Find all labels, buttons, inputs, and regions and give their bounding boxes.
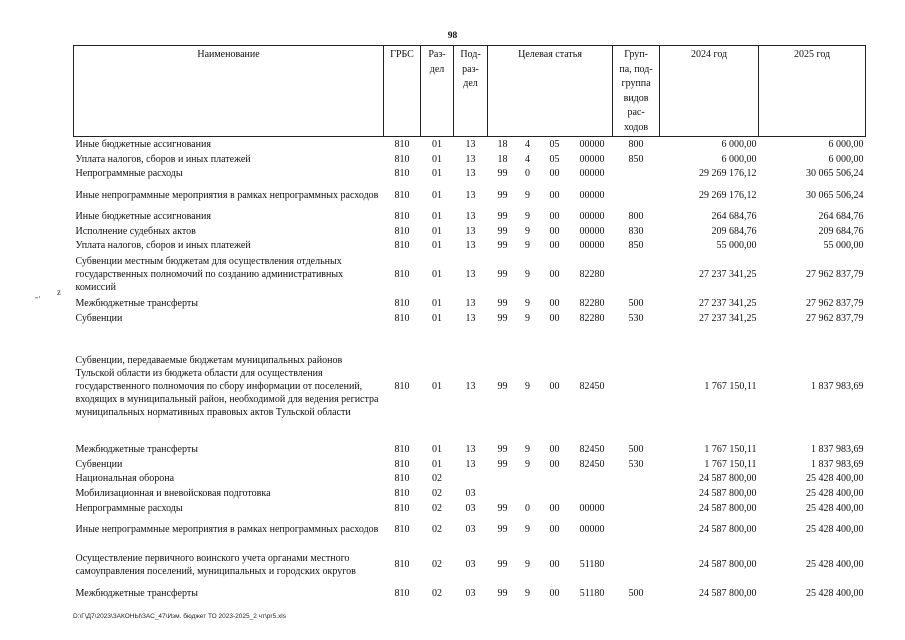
row-target-1: 99 — [497, 210, 508, 222]
header-name: Наименование — [74, 46, 384, 137]
row-razdel: 01 — [432, 153, 442, 165]
row-target-4: 51180 — [579, 559, 605, 571]
row-podrazdel: 03 — [465, 588, 476, 600]
row-grbs: 810 — [394, 458, 410, 470]
row-name: Уплата налогов, сборов и иных платежей — [75, 240, 251, 252]
row-target-4: 00000 — [579, 210, 605, 222]
row-target-4: 00000 — [579, 153, 605, 165]
row-target-4: 82280 — [579, 312, 605, 324]
row-target-3: 05 — [549, 138, 560, 150]
row-target-2 — [518, 471, 538, 486]
row-amount-2025: 25 428 400,00 — [806, 502, 864, 514]
row-podrazdel: 13 — [465, 168, 476, 180]
row-target-1: 18 — [497, 138, 508, 150]
table-row — [74, 296, 866, 311]
row-amount-2025: 25 428 400,00 — [806, 559, 864, 571]
table-row — [74, 311, 866, 326]
row-amount-2024: 24 587 800,00 — [699, 588, 757, 600]
row-target-3: 00 — [549, 458, 560, 470]
row-target-3 — [538, 471, 572, 486]
row-amount-2025: 30 065 506,24 — [806, 189, 864, 201]
row-expense-group — [613, 181, 660, 209]
row-target-4: 51180 — [579, 588, 605, 600]
row-podrazdel: 13 — [465, 189, 476, 201]
row-target-3: 00 — [549, 168, 560, 180]
row-name: Субвенции местным бюджетам для осуществления отдельных государственных полномочий по созданию административных комиссий — [75, 256, 344, 294]
row-amount-2024: 27 237 341,25 — [699, 298, 757, 310]
row-target-4: 00000 — [579, 168, 605, 180]
table-row — [74, 152, 866, 167]
table-row — [74, 167, 866, 182]
row-target-2: 9 — [525, 189, 530, 201]
row-target-1: 99 — [497, 189, 508, 201]
row-grbs: 810 — [394, 502, 410, 514]
row-expense-group: 530 — [628, 458, 644, 470]
row-name: Субвенции, передаваемые бюджетам муниципальных районов Тульской области из бюджета области для осуществления государственного полномочия по сбору информации от поселений, входящих в муниципальный район, необходимой для ведения регистра муниципальных нормативных правовых актов Тульской области — [75, 355, 379, 419]
row-target-1: 99 — [497, 559, 508, 571]
table-row — [74, 442, 866, 457]
row-amount-2024: 24 587 800,00 — [699, 502, 757, 514]
row-target-1: 99 — [497, 458, 508, 470]
row-razdel: 01 — [432, 381, 442, 393]
row-amount-2025: 55 000,00 — [823, 240, 864, 252]
row-razdel: 01 — [432, 189, 442, 201]
row-target-3: 05 — [549, 153, 560, 165]
row-amount-2025: 6 000,00 — [828, 138, 864, 150]
row-name: Непрограммные расходы — [75, 502, 183, 514]
row-name: Межбюджетные трансферты — [75, 443, 198, 455]
row-podrazdel — [454, 471, 488, 486]
margin-mark: z — [57, 287, 61, 297]
margin-mark: -· — [35, 292, 41, 302]
row-target-2: 0 — [525, 502, 530, 514]
table-row — [74, 238, 866, 253]
row-target-3: 00 — [549, 524, 560, 536]
row-target-4: 82450 — [579, 443, 605, 455]
row-grbs: 810 — [394, 559, 410, 571]
row-target-2 — [518, 486, 538, 501]
row-target-2: 9 — [525, 240, 530, 252]
row-amount-2024: 24 587 800,00 — [699, 473, 757, 485]
row-grbs: 810 — [394, 225, 410, 237]
row-target-3 — [538, 486, 572, 501]
row-grbs: 810 — [394, 473, 410, 485]
row-podrazdel: 13 — [465, 269, 476, 281]
row-razdel: 02 — [432, 473, 442, 485]
row-name: Субвенции — [75, 458, 123, 470]
row-expense-group — [613, 501, 660, 516]
row-name: Иные непрограммные мероприятия в рамках непрограммных расходов — [75, 524, 379, 536]
row-podrazdel: 13 — [465, 381, 476, 393]
row-target-3: 00 — [549, 502, 560, 514]
row-amount-2025: 264 684,76 — [818, 210, 864, 222]
row-podrazdel: 13 — [465, 458, 476, 470]
row-grbs: 810 — [394, 210, 410, 222]
row-target-1: 99 — [497, 168, 508, 180]
row-expense-group — [613, 543, 660, 586]
row-target-2: 9 — [525, 312, 530, 324]
row-target-2: 9 — [525, 225, 530, 237]
header-expense-group: Груп- па, под- группа видов рас- ходов — [613, 46, 660, 137]
row-target-3: 00 — [549, 381, 560, 393]
row-podrazdel: 13 — [465, 312, 476, 324]
table-row — [74, 471, 866, 486]
row-podrazdel: 13 — [465, 153, 476, 165]
row-target-1 — [488, 486, 518, 501]
row-grbs: 810 — [394, 153, 410, 165]
row-razdel: 02 — [432, 524, 442, 536]
row-grbs: 810 — [394, 312, 410, 324]
file-path-footer: D:\Г\Д7\2023\ЗАКОНЫ\ЗАС_47\Изм. бюджет ТО 2023-2025_2 чт\pr5.xls — [73, 613, 286, 620]
row-podrazdel: 13 — [465, 138, 476, 150]
row-expense-group — [613, 332, 660, 442]
row-name: Субвенции — [75, 312, 123, 324]
row-podrazdel: 03 — [465, 502, 476, 514]
row-razdel: 01 — [432, 138, 442, 150]
row-razdel: 01 — [432, 269, 442, 281]
table-row — [74, 253, 866, 296]
header-razdel: Раз- дел — [421, 46, 454, 137]
row-target-1: 99 — [497, 502, 508, 514]
row-expense-group: 500 — [628, 298, 644, 310]
row-amount-2025: 25 428 400,00 — [806, 588, 864, 600]
row-grbs: 810 — [394, 189, 410, 201]
row-target-1: 99 — [497, 524, 508, 536]
row-razdel: 02 — [432, 559, 442, 571]
row-expense-group — [613, 167, 660, 182]
row-target-4 — [572, 471, 613, 486]
row-amount-2024: 55 000,00 — [716, 240, 757, 252]
row-expense-group: 850 — [628, 153, 644, 165]
row-amount-2025: 25 428 400,00 — [806, 524, 864, 536]
row-grbs: 810 — [394, 138, 410, 150]
row-grbs: 810 — [394, 443, 410, 455]
row-expense-group — [613, 486, 660, 501]
row-expense-group — [613, 471, 660, 486]
header-grbs: ГРБС — [384, 46, 421, 137]
row-podrazdel: 03 — [465, 488, 476, 500]
row-target-1: 99 — [497, 588, 508, 600]
row-name: Иные непрограммные мероприятия в рамках непрограммных расходов — [75, 189, 379, 201]
row-amount-2025: 25 428 400,00 — [806, 488, 864, 500]
row-target-2: 0 — [525, 168, 530, 180]
row-target-3: 00 — [549, 588, 560, 600]
row-podrazdel: 13 — [465, 225, 476, 237]
row-grbs: 810 — [394, 381, 410, 393]
row-podrazdel: 13 — [465, 443, 476, 455]
row-name: Непрограммные расходы — [75, 168, 183, 180]
row-target-2: 9 — [525, 381, 530, 393]
row-name: Мобилизационная и вневойсковая подготовка — [75, 488, 271, 500]
row-target-2: 9 — [525, 524, 530, 536]
row-amount-2024: 6 000,00 — [721, 138, 757, 150]
row-target-1: 99 — [497, 381, 508, 393]
row-amount-2025: 27 962 837,79 — [806, 312, 864, 324]
row-name: Межбюджетные трансферты — [75, 298, 198, 310]
row-target-2: 4 — [525, 138, 530, 150]
row-expense-group: 800 — [628, 210, 644, 222]
row-name: Осуществление первичного воинского учета органами местного самоуправления поселений, муниципальных и городских округов — [75, 552, 356, 577]
row-target-4: 82280 — [579, 298, 605, 310]
row-amount-2024: 1 767 150,11 — [704, 458, 757, 470]
header-2024: 2024 год — [660, 46, 759, 137]
row-target-1: 99 — [497, 298, 508, 310]
row-expense-group — [613, 516, 660, 544]
row-target-4: 00000 — [579, 225, 605, 237]
row-podrazdel: 03 — [465, 559, 476, 571]
table-row — [74, 181, 866, 209]
row-expense-group: 500 — [628, 588, 644, 600]
row-target-3: 00 — [549, 210, 560, 222]
table-row — [74, 332, 866, 442]
row-target-3: 00 — [549, 225, 560, 237]
row-razdel: 02 — [432, 488, 442, 500]
row-expense-group: 830 — [628, 225, 644, 237]
row-amount-2024: 29 269 176,12 — [699, 189, 757, 201]
row-target-1: 18 — [497, 153, 508, 165]
row-target-3: 00 — [549, 443, 560, 455]
row-target-2: 9 — [525, 443, 530, 455]
row-target-1: 99 — [497, 225, 508, 237]
row-razdel: 01 — [432, 210, 442, 222]
table-row — [74, 209, 866, 224]
table-body — [74, 137, 866, 602]
row-amount-2025: 209 684,76 — [818, 225, 864, 237]
row-target-2: 4 — [525, 153, 530, 165]
row-target-2: 9 — [525, 210, 530, 222]
row-target-1: 99 — [497, 269, 508, 281]
row-target-4: 82280 — [579, 269, 605, 281]
row-grbs: 810 — [394, 168, 410, 180]
row-target-3: 00 — [549, 298, 560, 310]
row-amount-2025: 27 962 837,79 — [806, 298, 864, 310]
row-target-2: 9 — [525, 298, 530, 310]
row-amount-2024: 264 684,76 — [711, 210, 757, 222]
row-target-2: 9 — [525, 458, 530, 470]
row-amount-2025: 1 837 983,69 — [811, 381, 864, 393]
row-grbs: 810 — [394, 488, 410, 500]
row-razdel: 01 — [432, 225, 442, 237]
row-target-4: 00000 — [579, 138, 605, 150]
row-amount-2025: 1 837 983,69 — [811, 443, 864, 455]
row-name: Иные бюджетные ассигнования — [75, 210, 211, 222]
row-amount-2024: 29 269 176,12 — [699, 168, 757, 180]
row-razdel: 02 — [432, 588, 442, 600]
row-grbs: 810 — [394, 588, 410, 600]
row-podrazdel: 03 — [465, 524, 476, 536]
table-header — [74, 46, 866, 137]
row-target-2: 9 — [525, 588, 530, 600]
row-target-3: 00 — [549, 269, 560, 281]
row-razdel: 02 — [432, 502, 442, 514]
row-expense-group: 850 — [628, 240, 644, 252]
row-target-4: 00000 — [579, 502, 605, 514]
row-target-4 — [572, 486, 613, 501]
row-target-1 — [488, 471, 518, 486]
row-podrazdel: 13 — [465, 298, 476, 310]
row-podrazdel: 13 — [465, 240, 476, 252]
row-razdel: 01 — [432, 168, 442, 180]
row-target-3: 00 — [549, 240, 560, 252]
page-number: 98 — [447, 31, 458, 41]
row-target-1: 99 — [497, 443, 508, 455]
row-target-3: 00 — [549, 312, 560, 324]
row-grbs: 810 — [394, 524, 410, 536]
table-row — [74, 543, 866, 586]
row-amount-2024: 1 767 150,11 — [704, 381, 757, 393]
header-2025: 2025 год — [759, 46, 866, 137]
row-amount-2025: 27 962 837,79 — [806, 269, 864, 281]
row-razdel: 01 — [432, 443, 442, 455]
row-grbs: 810 — [394, 298, 410, 310]
row-razdel: 01 — [432, 298, 442, 310]
row-amount-2024: 24 587 800,00 — [699, 524, 757, 536]
row-expense-group: 500 — [628, 443, 644, 455]
table-row — [74, 516, 866, 544]
row-name: Исполнение судебных актов — [75, 225, 196, 237]
table-row — [74, 224, 866, 239]
row-target-1: 99 — [497, 312, 508, 324]
row-amount-2024: 6 000,00 — [721, 153, 757, 165]
row-target-4: 00000 — [579, 524, 605, 536]
row-name: Национальная оборона — [75, 473, 175, 485]
row-name: Уплата налогов, сборов и иных платежей — [75, 153, 251, 165]
row-amount-2025: 25 428 400,00 — [806, 473, 864, 485]
row-podrazdel: 13 — [465, 210, 476, 222]
row-razdel: 01 — [432, 240, 442, 252]
row-target-3: 00 — [549, 559, 560, 571]
row-amount-2024: 24 587 800,00 — [699, 559, 757, 571]
row-amount-2024: 27 237 341,25 — [699, 269, 757, 281]
budget-table — [73, 45, 866, 601]
row-razdel: 01 — [432, 312, 442, 324]
row-amount-2025: 30 065 506,24 — [806, 168, 864, 180]
row-target-3: 00 — [549, 189, 560, 201]
row-target-1: 99 — [497, 240, 508, 252]
row-target-2: 9 — [525, 559, 530, 571]
table-row — [74, 586, 866, 601]
row-target-4: 00000 — [579, 240, 605, 252]
row-target-4: 82450 — [579, 381, 605, 393]
row-razdel: 01 — [432, 458, 442, 470]
row-expense-group: 530 — [628, 312, 644, 324]
row-amount-2024: 209 684,76 — [711, 225, 757, 237]
header-podrazdel: Под- раз- дел — [454, 46, 488, 137]
row-name: Иные бюджетные ассигнования — [75, 138, 211, 150]
row-expense-group — [613, 253, 660, 296]
row-name: Межбюджетные трансферты — [75, 588, 198, 600]
row-amount-2025: 6 000,00 — [828, 153, 864, 165]
table-row — [74, 501, 866, 516]
row-amount-2024: 27 237 341,25 — [699, 312, 757, 324]
row-expense-group: 800 — [628, 138, 644, 150]
table-row — [74, 486, 866, 501]
row-amount-2024: 24 587 800,00 — [699, 488, 757, 500]
row-grbs: 810 — [394, 240, 410, 252]
header-target-article: Целевая статья — [488, 46, 613, 137]
table-row — [74, 457, 866, 472]
row-target-4: 82450 — [579, 458, 605, 470]
row-amount-2025: 1 837 983,69 — [811, 458, 864, 470]
row-amount-2024: 1 767 150,11 — [704, 443, 757, 455]
table-row — [74, 137, 866, 152]
row-target-2: 9 — [525, 269, 530, 281]
row-grbs: 810 — [394, 269, 410, 281]
row-target-4: 00000 — [579, 189, 605, 201]
